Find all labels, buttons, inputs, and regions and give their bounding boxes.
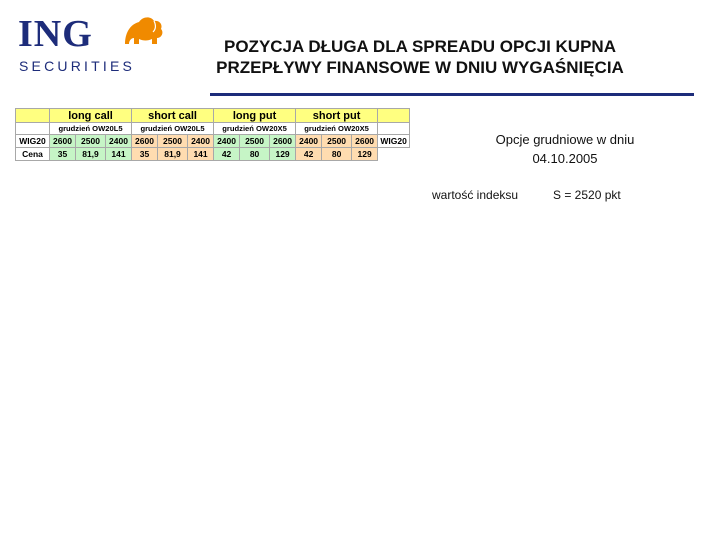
index-value-label: wartość indeksu <box>432 188 519 202</box>
corner-cell <box>16 109 50 123</box>
payoff-chart <box>420 256 700 486</box>
strike-cell: 2400 <box>188 135 214 148</box>
strike-cell: 2500 <box>76 135 106 148</box>
brand-subline: SECURITIES <box>19 58 136 74</box>
group-long-call: long call <box>50 109 132 123</box>
options-table <box>15 108 409 526</box>
group-short-put: short put <box>296 109 378 123</box>
ing-securities-logo <box>16 12 156 74</box>
series-short-call: grudzień OW20L5 <box>132 123 214 135</box>
lion-logo-icon <box>121 14 165 50</box>
title-rule <box>210 93 694 96</box>
spot-price-label: S = 2520 pkt <box>553 188 621 202</box>
brand-name: ING <box>18 13 93 55</box>
premium-cell: 129 <box>270 148 296 161</box>
price-label: Cena <box>16 148 50 161</box>
strike-cell: 2600 <box>352 135 378 148</box>
page-title <box>160 36 680 78</box>
strike-cell: 2600 <box>132 135 158 148</box>
premium-cell: 141 <box>188 148 214 161</box>
strike-cell: 2500 <box>158 135 188 148</box>
premium-cell: 42 <box>214 148 240 161</box>
premium-cell: 81,9 <box>158 148 188 161</box>
panel-heading-line-1: Opcje grudniowe w dniu <box>495 132 635 147</box>
group-long-put: long put <box>214 109 296 123</box>
strike-cell: 2400 <box>296 135 322 148</box>
panel-heading <box>456 130 674 168</box>
index-label-right: WIG20 <box>378 135 410 148</box>
strike-cell: 2400 <box>214 135 240 148</box>
title-line-1: POZYCJA DŁUGA DLA SPREADU OPCJI KUPNA <box>224 37 616 56</box>
premium-cell: 35 <box>50 148 76 161</box>
strike-cell: 2600 <box>50 135 76 148</box>
strike-cell: 2500 <box>240 135 270 148</box>
premium-cell: 129 <box>352 148 378 161</box>
premium-cell: 42 <box>296 148 322 161</box>
group-short-call: short call <box>132 109 214 123</box>
strike-cell: 2400 <box>106 135 132 148</box>
series-short-put: grudzień OW20X5 <box>296 123 378 135</box>
premium-cell: 80 <box>240 148 270 161</box>
strike-cell: 2600 <box>270 135 296 148</box>
strike-cell: 2500 <box>322 135 352 148</box>
title-line-2: PRZEPŁYWY FINANSOWE W DNIU WYGAŚNIĘCIA <box>216 58 624 77</box>
series-long-call: grudzień OW20L5 <box>50 123 132 135</box>
index-label: WIG20 <box>16 135 50 148</box>
premium-cell: 80 <box>322 148 352 161</box>
premium-cell: 81,9 <box>76 148 106 161</box>
premium-cell: 35 <box>132 148 158 161</box>
panel-heading-line-2: 04.10.2005 <box>532 151 598 166</box>
series-long-put: grudzień OW20X5 <box>214 123 296 135</box>
premium-cell: 141 <box>106 148 132 161</box>
